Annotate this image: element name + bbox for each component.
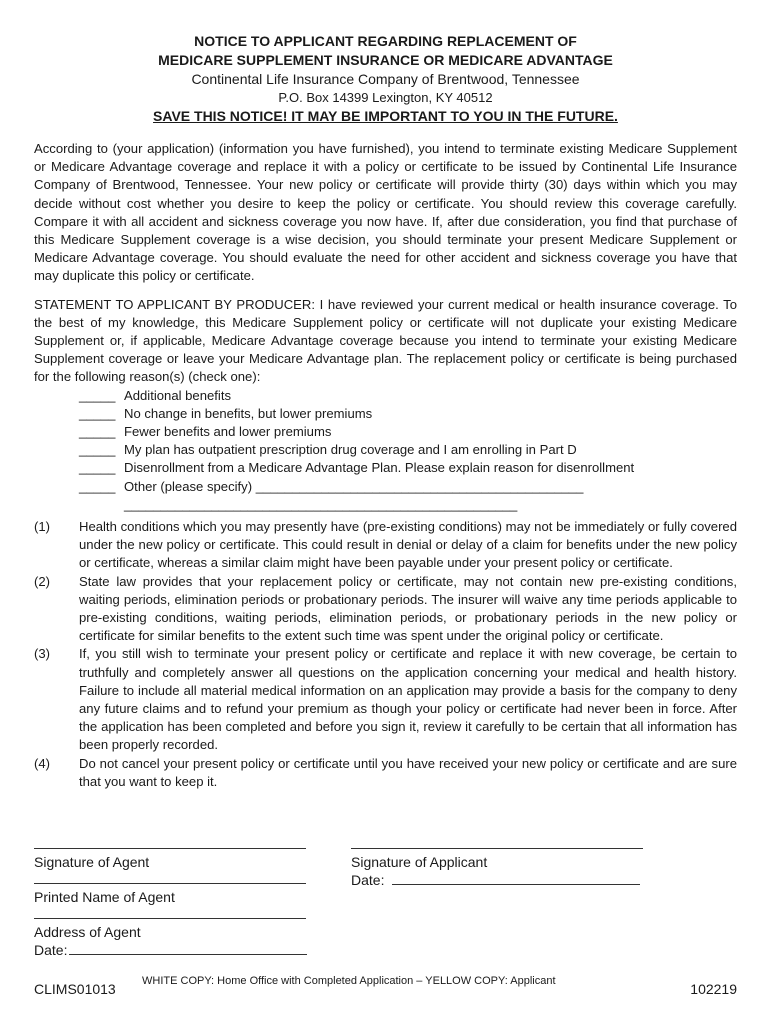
note-number: (1) — [34, 518, 51, 534]
checklist-item: _____ Disenrollment from a Medicare Advantage Plan. Please explain reason for disenrollment — [34, 459, 737, 477]
intro-paragraph: According to (your application) (information you have furnished), you intend to terminate existing Medicare Supplement or Medicare Advantage coverage and replace it with a policy or certificate to be issued by Continental Life Insurance Company of Brentwood, Tennessee. Your new policy or certificate will provide thirty (30) days within which you may decide without cost whether you desire to keep the policy or certificate. You should review this coverage carefully. Compare it with all accident and sickness coverage you now have. If, after due consideration, you find that purchase of this Medicare Supplement coverage is a wise decision, you should terminate your present Medicare Supplement or Medicare Advantage coverage. You should evaluate the need for other accident and sickness coverage you have that may duplicate this policy or certificate. — [34, 141, 737, 284]
agent-signature-label: Signature of Agent — [34, 854, 150, 870]
applicant-signature-label: Signature of Applicant — [351, 854, 488, 870]
page-footer — [34, 970, 737, 1000]
company-name: Continental Life Insurance Company of Brentwood, Tennessee — [191, 71, 580, 87]
note-number: (2) — [34, 573, 51, 589]
title-line-2: MEDICARE SUPPLEMENT INSURANCE OR MEDICARE ADVANTAGE — [158, 52, 613, 68]
agent-address-label: Address of Agent — [34, 924, 141, 940]
note-text: Do not cancel your present policy or certificate until you have received your new policy or certificate and are sure that you want to keep it. — [79, 755, 737, 789]
applicant-signature-line[interactable] — [351, 836, 643, 849]
title-line-1: NOTICE TO APPLICANT REGARDING REPLACEMENT OF — [194, 33, 577, 49]
agent-signature-line[interactable] — [34, 836, 306, 849]
company-address: P.O. Box 14399 Lexington, KY 40512 — [278, 90, 493, 105]
other-specify-line[interactable]: _____________________________________________ — [255, 478, 584, 494]
note-text: Health conditions which you may presently have (pre-existing conditions) may not be immediately or fully covered under the new policy or certificate. This could result in denial or delay of a claim for benefits under the new policy or certificate, whereas a similar claim might have been payable under your present policy or certificate. — [79, 518, 737, 571]
copy-distribution-text: WHITE COPY: Home Office with Completed Application – YELLOW COPY: Applicant — [142, 975, 556, 987]
agent-date-line[interactable] — [69, 944, 307, 955]
checkbox-blank[interactable]: _____ — [79, 442, 116, 458]
notice-document — [34, 32, 737, 791]
applicant-date-label: Date: — [351, 872, 385, 888]
note-item — [34, 755, 737, 791]
save-notice: SAVE THIS NOTICE! IT MAY BE IMPORTANT TO YOU IN THE FUTURE. — [153, 108, 618, 124]
note-text: State law provides that your replacement policy or certificate, may not contain new pre-existing conditions, waiting periods, elimination periods or probationary periods. The insurer will waive any time periods applicable to pre-existing conditions, waiting periods, elimination periods, or probationary periods in the new policy or certificate for similar benefits to the extent such time was spent under the original policy or certificate. — [79, 573, 737, 644]
agent-date-label: Date: — [34, 942, 68, 958]
agent-printed-name-line[interactable] — [34, 871, 306, 884]
document-header — [34, 32, 737, 126]
checklist-item: _____ My plan has outpatient prescription drug coverage and I am enrolling in Part D — [34, 441, 737, 459]
form-code: CLIMS01013 — [34, 981, 116, 997]
producer-statement: STATEMENT TO APPLICANT BY PRODUCER: I have reviewed your current medical or health insurance coverage. To the best of my knowledge, this Medicare Supplement policy or certificate will not duplicate your existing Medicare Supplement or, if applicable, Medicare Advantage coverage because you intend to terminate your existing Medicare Supplement coverage or leave your Medicare Advantage plan. The replacement policy or certificate is being purchased for the following reason(s) (check one): — [34, 296, 737, 385]
checklist-item-other: _____ Other (please specify) _____________________________________________ — [34, 478, 737, 496]
checklist-item: _____ Fewer benefits and lower premiums — [34, 423, 737, 441]
note-item — [34, 645, 737, 754]
note-item — [34, 518, 737, 573]
note-item — [34, 573, 737, 646]
note-number: (4) — [34, 755, 51, 771]
checklist-item: _____ No change in benefits, but lower premiums — [34, 405, 737, 423]
agent-signature-group — [34, 836, 314, 959]
agent-printed-name-label: Printed Name of Agent — [34, 889, 175, 905]
disenrollment-reason-line[interactable]: ______________________________________________________ — [124, 496, 518, 512]
note-text: If, you still wish to terminate your present policy or certificate and replace it with new coverage, be certain to truthfully and completely answer all questions on the application concerning your medical and health history. Failure to include all material medical information on an application may provide a basis for the company to deny any future claims and to refund your premium as though your policy or certificate had never been in force. After the application has been completed and before you sign it, review it carefully to be certain that all information has been properly recorded. — [79, 646, 737, 753]
checkbox-blank[interactable]: _____ — [79, 424, 116, 440]
checklist-item: _____ Additional benefits — [34, 387, 737, 405]
agent-address-line[interactable] — [34, 906, 306, 919]
applicant-date-line[interactable] — [392, 874, 640, 885]
notes-list — [34, 518, 737, 791]
applicant-signature-group — [351, 836, 661, 889]
checkbox-blank[interactable]: _____ — [79, 387, 116, 403]
reason-checklist — [34, 387, 737, 496]
note-number: (3) — [34, 646, 51, 662]
applicant-date-row — [351, 871, 661, 889]
checkbox-blank[interactable]: _____ — [79, 405, 116, 421]
checkbox-blank[interactable]: _____ — [79, 460, 116, 476]
checkbox-blank[interactable]: _____ — [79, 478, 116, 494]
agent-date-row — [34, 941, 314, 959]
form-date-code: 102219 — [690, 981, 737, 997]
